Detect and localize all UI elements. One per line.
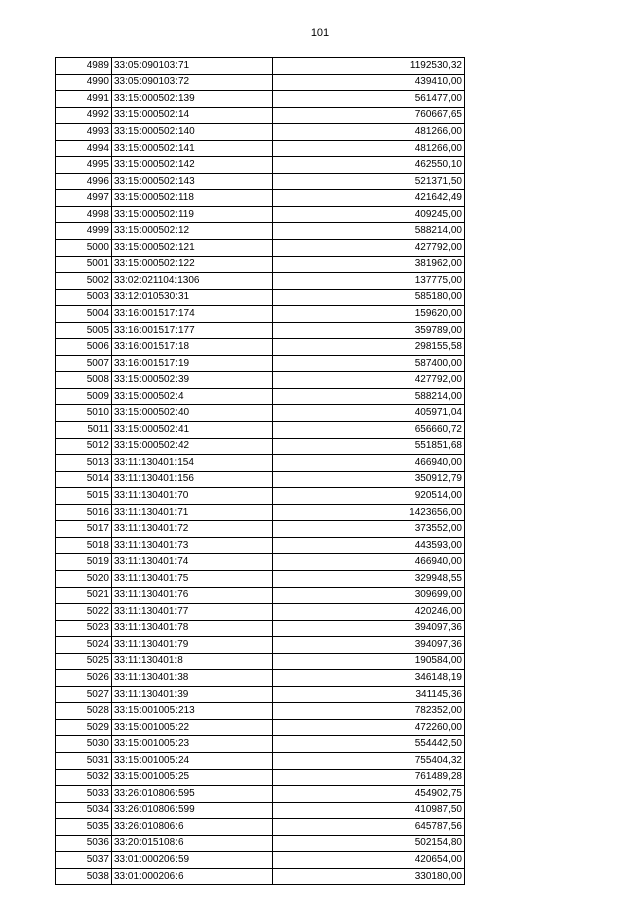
cadastral-number-cell: 33:15:000502:42	[112, 438, 273, 455]
table-row	[56, 769, 465, 786]
table-row	[56, 852, 465, 869]
row-number-cell: 5037	[56, 852, 112, 869]
cadastral-number-cell: 33:15:000502:121	[112, 240, 273, 257]
cadastral-number-cell: 33:15:001005:24	[112, 752, 273, 769]
cadastral-number-cell: 33:15:000502:41	[112, 422, 273, 439]
value-cell: 588214,00	[273, 223, 465, 240]
row-number-cell: 5005	[56, 322, 112, 339]
table-row	[56, 736, 465, 753]
value-cell: 359789,00	[273, 322, 465, 339]
value-cell: 502154,80	[273, 835, 465, 852]
table-row	[56, 471, 465, 488]
row-number-cell: 4993	[56, 124, 112, 141]
row-number-cell: 5026	[56, 670, 112, 687]
cadastral-number-cell: 33:26:010806:599	[112, 802, 273, 819]
table-row	[56, 488, 465, 505]
row-number-cell: 5001	[56, 256, 112, 273]
cadastral-number-cell: 33:11:130401:77	[112, 604, 273, 621]
row-number-cell: 5025	[56, 653, 112, 670]
table-row	[56, 504, 465, 521]
value-cell: 760667,65	[273, 107, 465, 124]
table-row	[56, 554, 465, 571]
row-number-cell: 5013	[56, 455, 112, 472]
row-number-cell: 5014	[56, 471, 112, 488]
value-cell: 588214,00	[273, 388, 465, 405]
row-number-cell: 5030	[56, 736, 112, 753]
cadastral-number-cell: 33:11:130401:78	[112, 620, 273, 637]
cadastral-number-cell: 33:11:130401:156	[112, 471, 273, 488]
row-number-cell: 5017	[56, 521, 112, 538]
cadastral-number-cell: 33:15:000502:12	[112, 223, 273, 240]
table-row	[56, 719, 465, 736]
value-cell: 409245,00	[273, 206, 465, 223]
row-number-cell: 5033	[56, 786, 112, 803]
row-number-cell: 5029	[56, 719, 112, 736]
table-row	[56, 372, 465, 389]
row-number-cell: 5035	[56, 819, 112, 836]
table-row	[56, 835, 465, 852]
row-number-cell: 5018	[56, 537, 112, 554]
row-number-cell: 5006	[56, 339, 112, 356]
row-number-cell: 4999	[56, 223, 112, 240]
value-cell: 394097,36	[273, 620, 465, 637]
row-number-cell: 4990	[56, 74, 112, 91]
row-number-cell: 4991	[56, 91, 112, 108]
table-row	[56, 190, 465, 207]
value-cell: 427792,00	[273, 240, 465, 257]
table-body	[56, 58, 465, 885]
value-cell: 190584,00	[273, 653, 465, 670]
value-cell: 782352,00	[273, 703, 465, 720]
value-cell: 381962,00	[273, 256, 465, 273]
row-number-cell: 4998	[56, 206, 112, 223]
cadastral-number-cell: 33:11:130401:73	[112, 537, 273, 554]
value-cell: 481266,00	[273, 140, 465, 157]
value-cell: 159620,00	[273, 306, 465, 323]
value-cell: 410987,50	[273, 802, 465, 819]
cadastral-number-cell: 33:15:001005:213	[112, 703, 273, 720]
row-number-cell: 4996	[56, 173, 112, 190]
table-row	[56, 322, 465, 339]
table-row	[56, 537, 465, 554]
table-row	[56, 604, 465, 621]
value-cell: 330180,00	[273, 868, 465, 885]
cadastral-number-cell: 33:12:010530:31	[112, 289, 273, 306]
table-row	[56, 107, 465, 124]
row-number-cell: 5036	[56, 835, 112, 852]
table-row	[56, 173, 465, 190]
value-cell: 421642,49	[273, 190, 465, 207]
row-number-cell: 5034	[56, 802, 112, 819]
cadastral-number-cell: 33:26:010806:6	[112, 819, 273, 836]
value-cell: 551851,68	[273, 438, 465, 455]
cadastral-number-cell: 33:11:130401:79	[112, 637, 273, 654]
row-number-cell: 4994	[56, 140, 112, 157]
cadastral-number-cell: 33:15:000502:143	[112, 173, 273, 190]
value-cell: 521371,50	[273, 173, 465, 190]
cadastral-number-cell: 33:15:000502:122	[112, 256, 273, 273]
row-number-cell: 5038	[56, 868, 112, 885]
value-cell: 420246,00	[273, 604, 465, 621]
table-row	[56, 339, 465, 356]
row-number-cell: 5002	[56, 273, 112, 290]
row-number-cell: 5021	[56, 587, 112, 604]
row-number-cell: 5016	[56, 504, 112, 521]
table-row	[56, 455, 465, 472]
cadastral-number-cell: 33:15:000502:142	[112, 157, 273, 174]
row-number-cell: 5031	[56, 752, 112, 769]
row-number-cell: 5008	[56, 372, 112, 389]
cadastral-number-cell: 33:15:001005:25	[112, 769, 273, 786]
cadastral-number-cell: 33:02:021104:1306	[112, 273, 273, 290]
cadastral-number-cell: 33:15:000502:141	[112, 140, 273, 157]
value-cell: 350912,79	[273, 471, 465, 488]
cadastral-number-cell: 33:15:001005:22	[112, 719, 273, 736]
table-row	[56, 355, 465, 372]
table-row	[56, 752, 465, 769]
cadastral-number-cell: 33:15:000502:140	[112, 124, 273, 141]
row-number-cell: 5015	[56, 488, 112, 505]
table-row	[56, 802, 465, 819]
cadastral-number-cell: 33:11:130401:72	[112, 521, 273, 538]
value-cell: 466940,00	[273, 554, 465, 571]
cadastral-number-cell: 33:16:001517:19	[112, 355, 273, 372]
value-cell: 1423656,00	[273, 504, 465, 521]
value-cell: 656660,72	[273, 422, 465, 439]
row-number-cell: 5019	[56, 554, 112, 571]
row-number-cell: 5028	[56, 703, 112, 720]
row-number-cell: 5010	[56, 405, 112, 422]
table-row	[56, 620, 465, 637]
value-cell: 466940,00	[273, 455, 465, 472]
row-number-cell: 5011	[56, 422, 112, 439]
value-cell: 645787,56	[273, 819, 465, 836]
row-number-cell: 4989	[56, 58, 112, 75]
cadastral-number-cell: 33:16:001517:177	[112, 322, 273, 339]
cadastral-number-cell: 33:16:001517:174	[112, 306, 273, 323]
cadastral-number-cell: 33:15:000502:14	[112, 107, 273, 124]
table-row	[56, 240, 465, 257]
table-row	[56, 653, 465, 670]
cadastral-number-cell: 33:26:010806:595	[112, 786, 273, 803]
value-cell: 439410,00	[273, 74, 465, 91]
cadastral-number-cell: 33:15:000502:118	[112, 190, 273, 207]
value-cell: 755404,32	[273, 752, 465, 769]
value-cell: 761489,28	[273, 769, 465, 786]
table-row	[56, 819, 465, 836]
value-cell: 373552,00	[273, 521, 465, 538]
cadastral-number-cell: 33:15:000502:119	[112, 206, 273, 223]
table-row	[56, 637, 465, 654]
cadastral-number-cell: 33:20:015108:6	[112, 835, 273, 852]
row-number-cell: 5000	[56, 240, 112, 257]
table-row	[56, 306, 465, 323]
cadastral-number-cell: 33:11:130401:154	[112, 455, 273, 472]
value-cell: 309699,00	[273, 587, 465, 604]
table-row	[56, 124, 465, 141]
cadastral-number-cell: 33:05:090103:71	[112, 58, 273, 75]
table-row	[56, 256, 465, 273]
table-row	[56, 223, 465, 240]
cadastral-number-cell: 33:11:130401:71	[112, 504, 273, 521]
table-row	[56, 587, 465, 604]
table-row	[56, 140, 465, 157]
row-number-cell: 4992	[56, 107, 112, 124]
row-number-cell: 5009	[56, 388, 112, 405]
table-row	[56, 289, 465, 306]
cadastral-number-cell: 33:01:000206:6	[112, 868, 273, 885]
table-row	[56, 670, 465, 687]
table-row	[56, 438, 465, 455]
page-number: 101	[310, 27, 330, 39]
row-number-cell: 5020	[56, 570, 112, 587]
row-number-cell: 5032	[56, 769, 112, 786]
table-row	[56, 422, 465, 439]
row-number-cell: 5012	[56, 438, 112, 455]
value-cell: 420654,00	[273, 852, 465, 869]
cadastral-value-table	[55, 57, 465, 885]
cadastral-number-cell: 33:11:130401:38	[112, 670, 273, 687]
value-cell: 454902,75	[273, 786, 465, 803]
value-cell: 481266,00	[273, 124, 465, 141]
value-cell: 472260,00	[273, 719, 465, 736]
row-number-cell: 5004	[56, 306, 112, 323]
cadastral-number-cell: 33:15:001005:23	[112, 736, 273, 753]
row-number-cell: 5023	[56, 620, 112, 637]
table-row	[56, 786, 465, 803]
cadastral-number-cell: 33:15:000502:40	[112, 405, 273, 422]
value-cell: 427792,00	[273, 372, 465, 389]
row-number-cell: 5027	[56, 686, 112, 703]
value-cell: 1192530,32	[273, 58, 465, 75]
value-cell: 346148,19	[273, 670, 465, 687]
value-cell: 920514,00	[273, 488, 465, 505]
table-row	[56, 686, 465, 703]
row-number-cell: 4995	[56, 157, 112, 174]
row-number-cell: 4997	[56, 190, 112, 207]
table-row	[56, 868, 465, 885]
row-number-cell: 5024	[56, 637, 112, 654]
value-cell: 298155,58	[273, 339, 465, 356]
table-row	[56, 521, 465, 538]
cadastral-number-cell: 33:11:130401:76	[112, 587, 273, 604]
table-row	[56, 273, 465, 290]
value-cell: 405971,04	[273, 405, 465, 422]
cadastral-number-cell: 33:15:000502:139	[112, 91, 273, 108]
value-cell: 587400,00	[273, 355, 465, 372]
value-cell: 561477,00	[273, 91, 465, 108]
table-row	[56, 570, 465, 587]
cadastral-number-cell: 33:05:090103:72	[112, 74, 273, 91]
table-row	[56, 58, 465, 75]
cadastral-number-cell: 33:11:130401:39	[112, 686, 273, 703]
value-cell: 462550,10	[273, 157, 465, 174]
table-row	[56, 74, 465, 91]
cadastral-number-cell: 33:11:130401:8	[112, 653, 273, 670]
value-cell: 443593,00	[273, 537, 465, 554]
row-number-cell: 5022	[56, 604, 112, 621]
cadastral-number-cell: 33:11:130401:75	[112, 570, 273, 587]
value-cell: 137775,00	[273, 273, 465, 290]
table-row	[56, 405, 465, 422]
value-cell: 394097,36	[273, 637, 465, 654]
row-number-cell: 5003	[56, 289, 112, 306]
cadastral-number-cell: 33:15:000502:4	[112, 388, 273, 405]
table-row	[56, 206, 465, 223]
value-cell: 585180,00	[273, 289, 465, 306]
cadastral-number-cell: 33:16:001517:18	[112, 339, 273, 356]
table-row	[56, 388, 465, 405]
value-cell: 554442,50	[273, 736, 465, 753]
row-number-cell: 5007	[56, 355, 112, 372]
cadastral-number-cell: 33:11:130401:70	[112, 488, 273, 505]
table-row	[56, 157, 465, 174]
value-cell: 341145,36	[273, 686, 465, 703]
cadastral-number-cell: 33:01:000206:59	[112, 852, 273, 869]
value-cell: 329948,55	[273, 570, 465, 587]
cadastral-number-cell: 33:15:000502:39	[112, 372, 273, 389]
table-row	[56, 703, 465, 720]
table-row	[56, 91, 465, 108]
cadastral-number-cell: 33:11:130401:74	[112, 554, 273, 571]
